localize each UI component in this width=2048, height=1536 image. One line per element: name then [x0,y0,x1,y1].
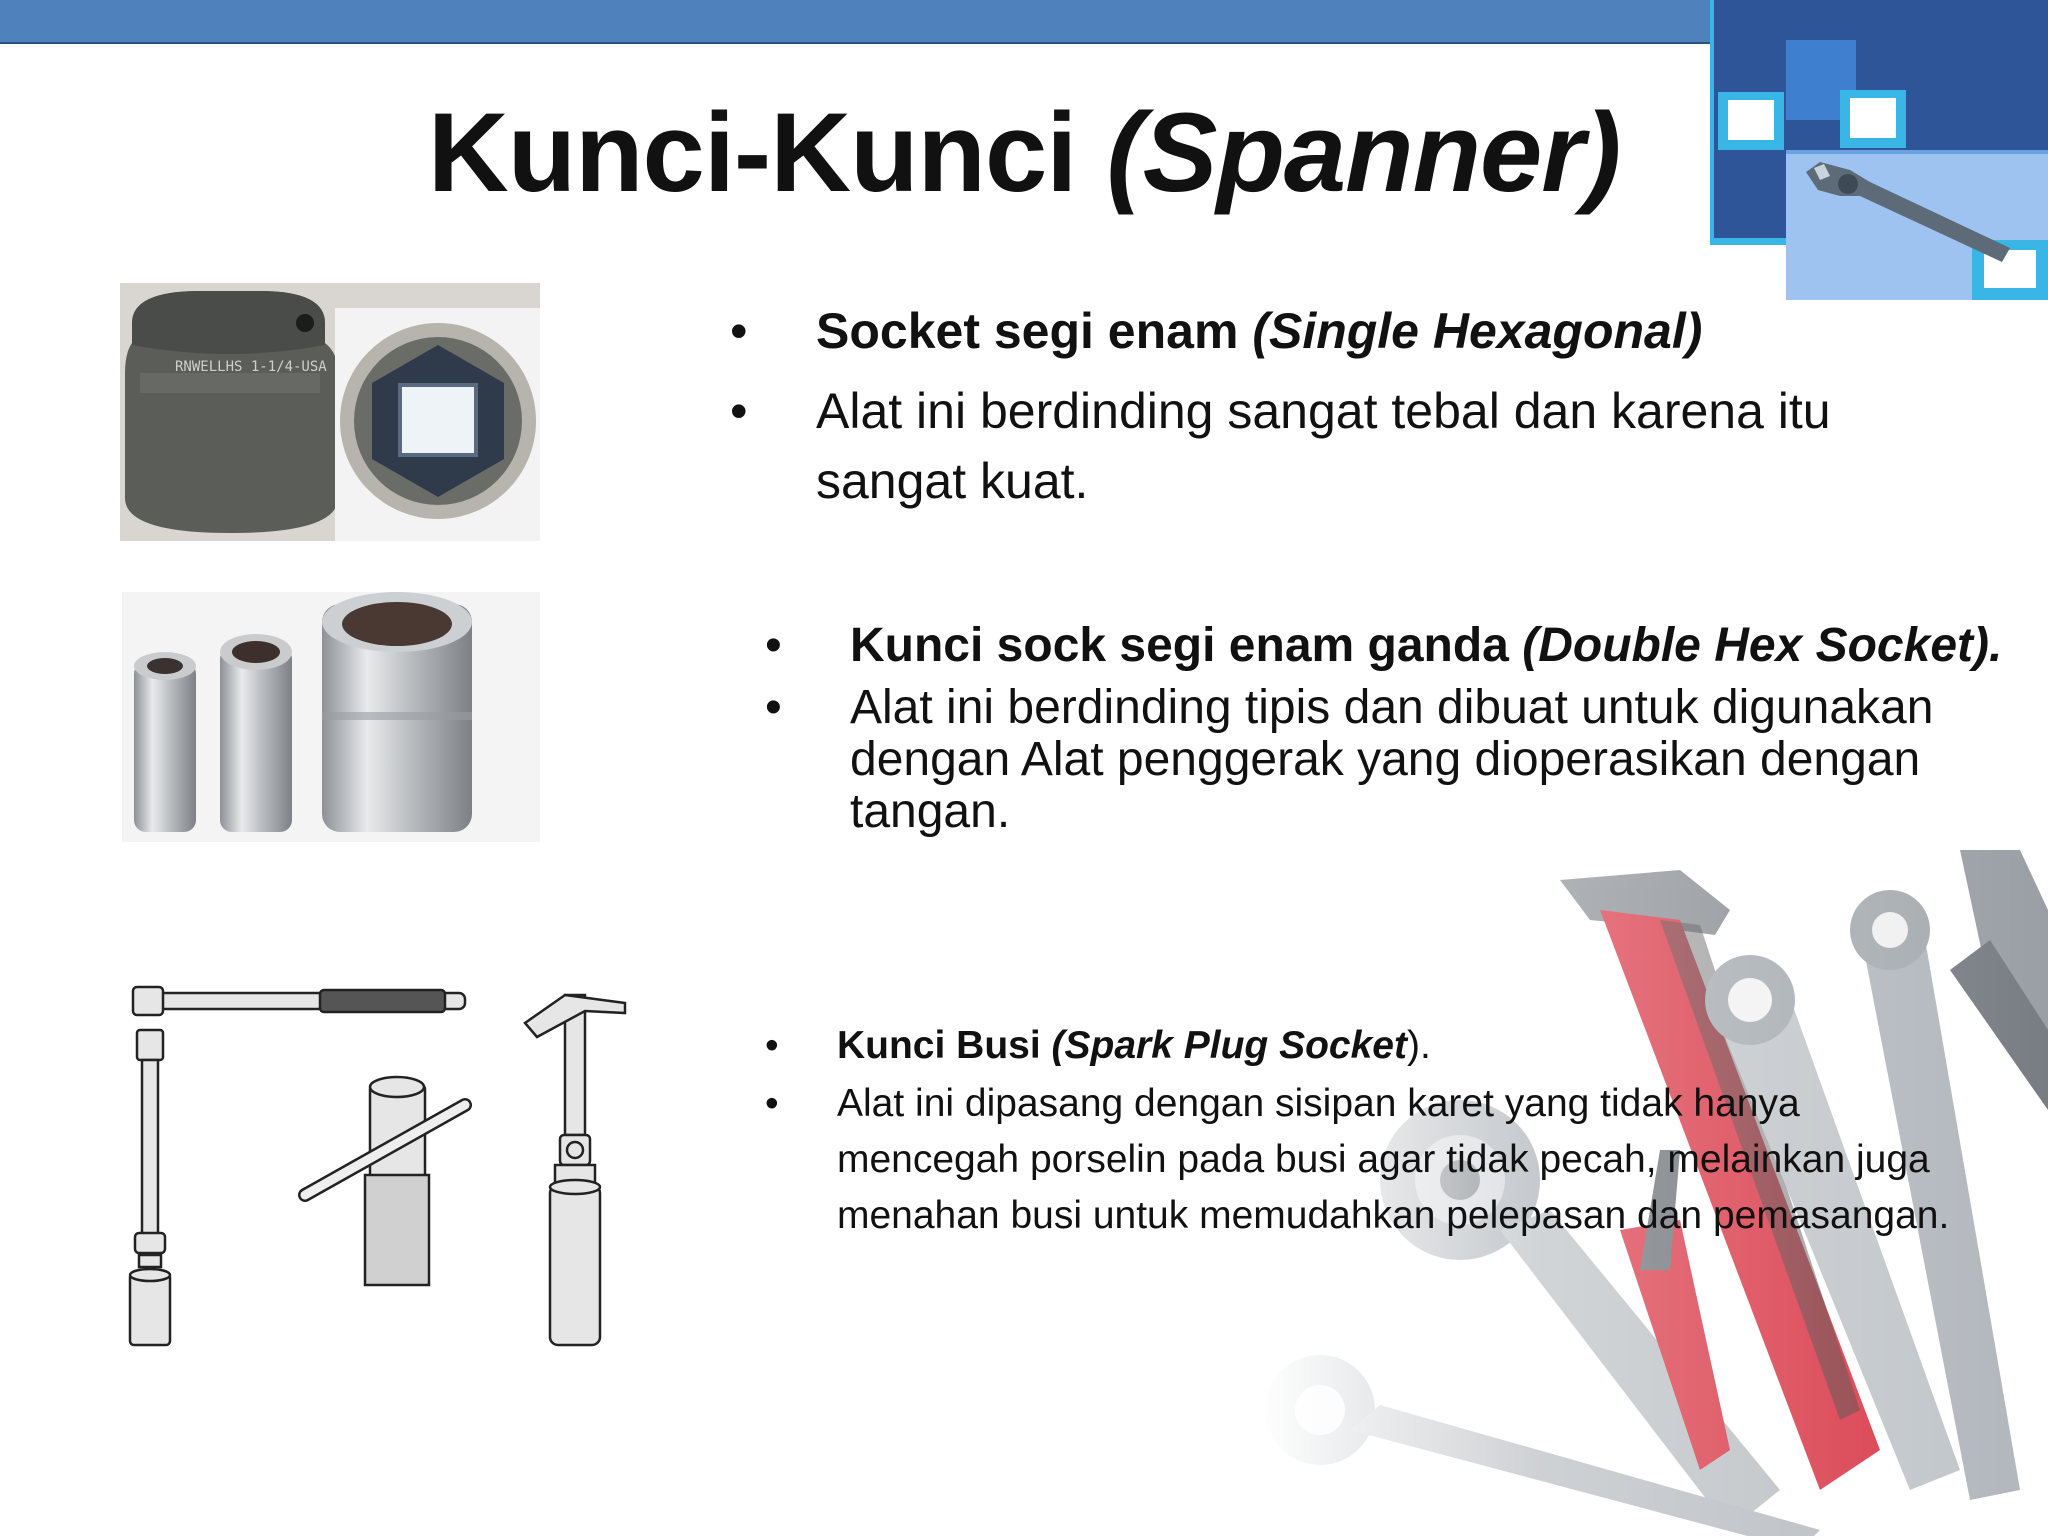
heading-bold: Kunci Busi [837,1024,1052,1067]
heading-tail: ). [1406,1024,1431,1067]
bullet: • [765,619,782,672]
bullet: • [765,1024,779,1067]
section-description-row [730,376,1930,516]
bullet: • [765,1082,779,1125]
section-heading-row [730,296,1930,366]
title-italic: (Spanner) [1106,90,1621,215]
top-bar [0,0,1712,44]
section-heading [837,1018,1965,1074]
heading-bold: Socket segi enam [816,303,1253,359]
section-description-row [765,1076,1965,1244]
section-double-hex [765,620,2015,838]
section-description: Alat ini berdinding sangat tebal dan karena itu sangat kuat. [816,383,1831,509]
bullet: • [730,383,748,439]
heading-bold: Kunci sock segi enam ganda [850,619,1523,672]
section-spark-plug [765,1018,1965,1244]
spark-plug-sockets-drawing [125,975,645,1350]
section-heading-row [765,620,2015,672]
heading-italic: (Spark Plug Socket [1051,1024,1407,1067]
section-description-row [765,682,2015,838]
section-single-hex [730,296,1930,516]
socket-icon [125,291,338,533]
single-hex-socket-photo [120,283,540,541]
heading-italic: (Single Hexagonal) [1252,303,1703,359]
double-hex-sockets-photo [122,592,540,842]
section-heading [816,296,1930,366]
heading-italic: (Double Hex Socket). [1522,619,2003,672]
slide-title [0,88,2048,218]
title-plain: Kunci-Kunci [427,90,1107,215]
bullet: • [765,681,782,734]
section-heading [850,620,2015,672]
socket-engraving: RNWELLHS 1-1/4-USA [175,359,327,375]
section-description: Alat ini berdinding tipis dan dibuat untuk digunakan dengan Alat penggerak yang dioperasikan dengan tangan. [850,681,1934,838]
section-description: Alat ini dipasang dengan sisipan karet yang tidak hanya mencegah porselin pada busi agar tidak pecah, melainkan juga menahan busi untuk memudahkan pelepasan dan pemasangan. [837,1082,1950,1237]
bullet: • [730,303,748,359]
section-heading-row [765,1018,1965,1074]
